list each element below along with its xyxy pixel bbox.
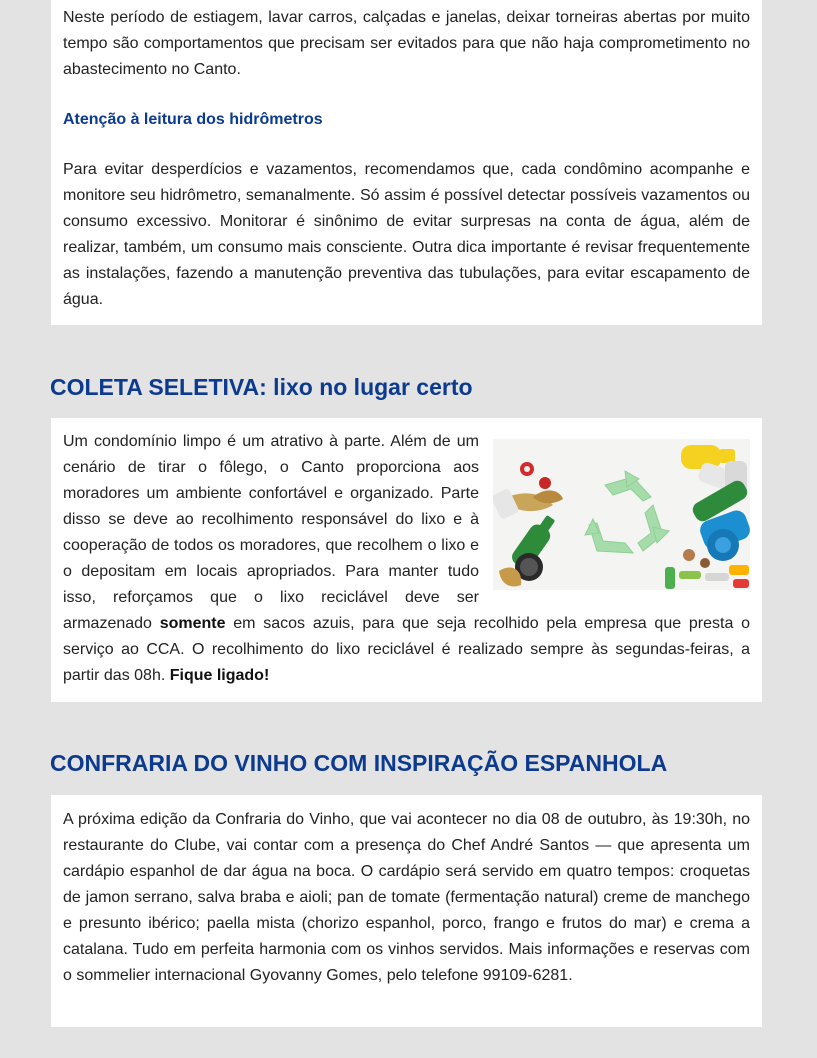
recycling-emphasis-somente: somente [159, 615, 226, 632]
water-article-card [51, 0, 762, 325]
recycling-text-part-1: Um condomínio limpo é um atrativo à parte. Além de um cenário de tirar o fôlego, o Canto proporciona aos moradores um ambiente confortável e organizado. Parte disso se deve ao recolhimento responsável do lixo e à cooperação de todos os moradores, que recolhem o lixo e o depositam em locais apropriados. Para manter tudo isso, reforçamos que o lixo reciclável deve ser armazenado [63, 433, 479, 632]
recycling-article-card [51, 418, 762, 702]
recycling-text-part-2: em sacos azuis, para que seja recolhido pela empresa que presta o serviço ao CCA. O recolhimento do lixo reciclável é realizado sempre às segundas-feiras, a partir das 08h. [63, 615, 751, 684]
wine-section-title: CONFRARIA DO VINHO COM INSPIRAÇÃO ESPANHOLA [50, 750, 668, 776]
wine-article-card [51, 795, 762, 1027]
recycling-illustration-icon [493, 439, 750, 590]
meter-paragraph: Para evitar desperdícios e vazamentos, recomendamos que, cada condômino acompanhe e monitore seu hidrômetro, semanalmente. Só assim é possível detectar possíveis vazamentos ou consumo excessivo. Monitorar é sinônimo de evitar surpresas na conta de água, além de realizar, também, um consumo mais consciente. Outra dica importante é revisar frequentemente as instalações, fazendo a manutenção preventiva das tubulações, para evitar escapamento de água. [63, 161, 750, 308]
drought-paragraph: Neste período de estiagem, lavar carros, calçadas e janelas, deixar torneiras abertas por muito tempo são comportamentos que precisam ser evitados para que não haja comprometimento no abastecimento no Canto. [63, 9, 750, 78]
recycling-call-to-action: Fique ligado! [169, 667, 270, 684]
wine-paragraph: A próxima edição da Confraria do Vinho, que vai acontecer no dia 08 de outubro, às 19:30h, no restaurante do Clube, vai contar com a presença do Chef André Santos — que apresenta um cardápio espanhol de dar água na boca. O cardápio será servido em quatro tempos: croquetas de jamon serrano, salva braba e aioli; pan de tomate (fermentação natural) creme de manchego e presunto ibérico; paella mista (chorizo espanhol, porco, frango e frutos do mar) e crema a catalana. Tudo em perfeita harmonia com os vinhos servidos. Mais informações e reservas com o sommelier internacional Gyovanny Gomes, pelo telefone 99109-6281. [63, 811, 750, 984]
recycling-section-title: COLETA SELETIVA: lixo no lugar certo [50, 374, 473, 400]
meter-reading-subheading: Atenção à leitura dos hidrômetros [63, 111, 323, 128]
